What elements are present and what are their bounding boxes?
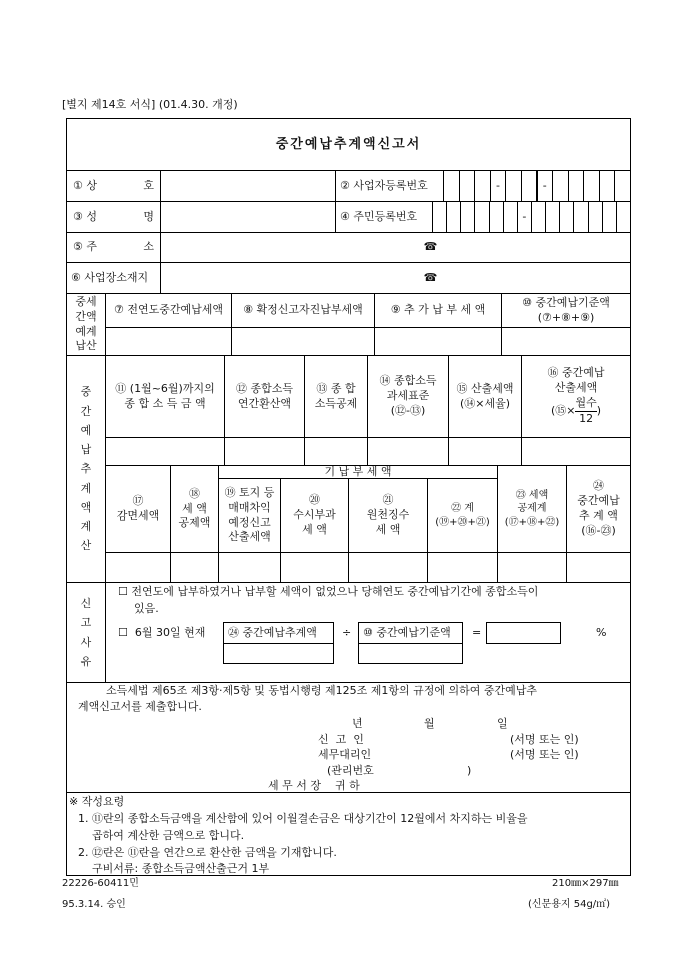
digit-box[interactable]	[559, 201, 574, 233]
header-7: ⑦ 전연도중간예납세액	[105, 293, 232, 328]
ratio-field[interactable]	[486, 622, 561, 644]
management-number-close: )	[467, 764, 472, 777]
address-field[interactable]	[160, 232, 631, 263]
section-label-estimate-calc: 중 간 예 납 추 계 액 계 산	[66, 355, 106, 583]
value-7[interactable]	[105, 327, 232, 356]
company-name-field[interactable]	[160, 170, 336, 202]
value-14[interactable]	[367, 437, 449, 466]
digit-box[interactable]	[531, 201, 546, 233]
business-address-field[interactable]	[160, 262, 631, 294]
value-16[interactable]	[521, 437, 631, 466]
management-number-label: (관리번호	[327, 764, 374, 777]
value-13[interactable]	[304, 437, 368, 466]
header-9: ⑨ 추 가 납 부 세 액	[374, 293, 502, 328]
header-14: ⑭ 종합소득 과세표준 (⑫-⑬)	[367, 355, 449, 438]
divide-sign: ÷	[342, 626, 352, 639]
header-10: ⑩ 중간예납기준액 (⑦+⑧+⑨)	[501, 293, 631, 328]
header-11: ⑪ (1월~6월)까지의 종 합 소 득 금 액	[105, 355, 225, 438]
digit-box[interactable]	[599, 170, 616, 202]
dash-separator: -	[490, 170, 507, 202]
value-12[interactable]	[224, 437, 305, 466]
digit-box[interactable]	[459, 170, 476, 202]
value-21[interactable]	[348, 552, 428, 583]
declaration-line-2: 계액신고서를 제출합니다.	[78, 700, 202, 713]
month-label: 월	[424, 717, 435, 730]
instruction-1-cont: 곱하여 계산한 금액으로 합니다.	[92, 829, 245, 842]
digit-box[interactable]	[474, 201, 489, 233]
form-title: 중간예납추계액신고서	[66, 118, 631, 171]
box-24-label: ㉔ 중간예납추계액	[223, 622, 334, 644]
header-15: ⑮ 산출세액 (⑭×세율)	[448, 355, 522, 438]
header-17: ⑰ 감면세액	[105, 465, 171, 553]
box-10-value[interactable]	[358, 643, 463, 664]
value-23[interactable]	[497, 552, 567, 583]
label-name: ③ 성 명	[66, 201, 161, 233]
header-18: ⑱ 세 액 공제액	[170, 465, 219, 553]
name-field[interactable]	[160, 201, 336, 233]
instructions-heading: ※ 작성요령	[69, 795, 125, 808]
value-22[interactable]	[427, 552, 498, 583]
digit-box[interactable]	[545, 201, 560, 233]
approval-date: 95.3.14. 승인	[62, 899, 126, 910]
digit-box[interactable]	[489, 201, 504, 233]
digit-box[interactable]	[602, 201, 617, 233]
section-label-tax-calc: 중세 간액 예계 납산	[66, 293, 106, 356]
value-18[interactable]	[170, 552, 219, 583]
filer-signature[interactable]: (서명 또는 인)	[510, 733, 579, 746]
section-label-reason: 신 고 사 유	[66, 582, 106, 683]
paper-size: 210㎜×297㎜	[552, 878, 619, 889]
digit-box[interactable]	[521, 170, 538, 202]
header-16: ⑯ 중간예납 산출세액 (⑮× 월수 12 )	[521, 355, 631, 438]
digit-box[interactable]	[552, 170, 569, 202]
declaration-line-1: 소득세법 제65조 제3항·제5항 및 동법시행령 제125조 제1항의 규정에 의하여 중간예납추	[106, 684, 537, 697]
label-business-reg-number: ② 사업자등록번호	[335, 170, 444, 202]
digit-box[interactable]	[446, 201, 461, 233]
label-company-name: ① 상 호	[66, 170, 161, 202]
instruction-1: 1. ⑪란의 종합소득금액을 계산함에 있어 이월결손금은 대상기간이 12월에서 차지하는 비율을	[78, 812, 528, 825]
header-21: ㉑ 원천징수 세 액	[348, 478, 428, 553]
agent-signature[interactable]: (서명 또는 인)	[510, 748, 579, 761]
percent-sign: %	[596, 626, 607, 639]
agent-label: 세무대리인	[318, 748, 372, 761]
value-11[interactable]	[105, 437, 225, 466]
value-10[interactable]	[501, 327, 631, 356]
value-9[interactable]	[374, 327, 502, 356]
value-24[interactable]	[566, 552, 631, 583]
digit-box[interactable]	[505, 170, 522, 202]
digit-box[interactable]	[460, 201, 475, 233]
header-20: ⑳ 수시부과 세 액	[280, 478, 349, 553]
equals-sign: =	[472, 626, 482, 639]
digit-box[interactable]	[503, 201, 518, 233]
header-12: ⑫ 종합소득 연간환산액	[224, 355, 305, 438]
label-resident-number: ④ 주민등록번호	[335, 201, 433, 233]
tax-office-addressee: 세 무 서 장 귀 하	[268, 779, 360, 792]
reason-checkbox-1[interactable]: ☐ 전연도에 납부하였거나 납부할 세액이 없었으나 당해연도 중간예납기간에 종합소득이	[118, 585, 539, 598]
header-prepaid-group: 기 납 부 세 액	[218, 465, 498, 479]
dash-separator: -	[537, 170, 554, 202]
reason-checkbox-2[interactable]: ☐ 6월 30일 현재	[118, 626, 206, 639]
day-label: 일	[497, 717, 508, 730]
reason-checkbox-1-cont: 있음.	[134, 602, 159, 615]
digit-box[interactable]	[432, 201, 447, 233]
header-24: ㉔ 중간예납 추 계 액 (⑯-㉓)	[566, 465, 631, 553]
header-22: ㉒ 계 (⑲+⑳+㉑)	[427, 478, 498, 553]
digit-box[interactable]	[573, 201, 588, 233]
digit-box[interactable]	[616, 201, 631, 233]
label-address: ⑤ 주 소	[66, 232, 161, 263]
digit-box[interactable]	[588, 201, 603, 233]
phone-icon: ☎	[423, 270, 438, 284]
instruction-2: 2. ⑫란은 ⑪란을 연간으로 환산한 금액을 기재합니다.	[78, 846, 337, 859]
value-8[interactable]	[231, 327, 375, 356]
phone-icon: ☎	[423, 240, 438, 254]
form-code: 22226-60411민	[62, 878, 139, 889]
required-documents: 구비서류: 종합소득금액산출근거 1부	[92, 862, 270, 875]
header-23: ㉓ 세액 공제계 (⑰+⑱+㉒)	[497, 465, 567, 553]
paper-type: (신문용지 54g/㎡)	[528, 899, 611, 910]
value-17[interactable]	[105, 552, 171, 583]
digit-box[interactable]	[443, 170, 460, 202]
box-10-label: ⑩ 중간예납기준액	[358, 622, 463, 644]
value-19[interactable]	[218, 552, 281, 583]
label-business-address: ⑥ 사업장소재지	[66, 262, 161, 294]
value-20[interactable]	[280, 552, 349, 583]
header-13: ⑬ 종 합 소득공제	[304, 355, 368, 438]
year-label: 년	[352, 717, 363, 730]
form-number-note: [별지 제14호 서식] (01.4.30. 개정)	[62, 98, 238, 111]
dash-separator: -	[517, 201, 532, 233]
filer-label: 신 고 인	[318, 733, 364, 746]
value-15[interactable]	[448, 437, 522, 466]
digit-box[interactable]	[474, 170, 491, 202]
header-8: ⑧ 확정신고자진납부세액	[231, 293, 375, 328]
digit-box[interactable]	[614, 170, 631, 202]
header-19: ⑲ 토지 등 매매차익 예정신고 산출세액	[218, 478, 281, 553]
box-24-value[interactable]	[223, 643, 334, 664]
digit-box[interactable]	[568, 170, 585, 202]
digit-box[interactable]	[583, 170, 600, 202]
